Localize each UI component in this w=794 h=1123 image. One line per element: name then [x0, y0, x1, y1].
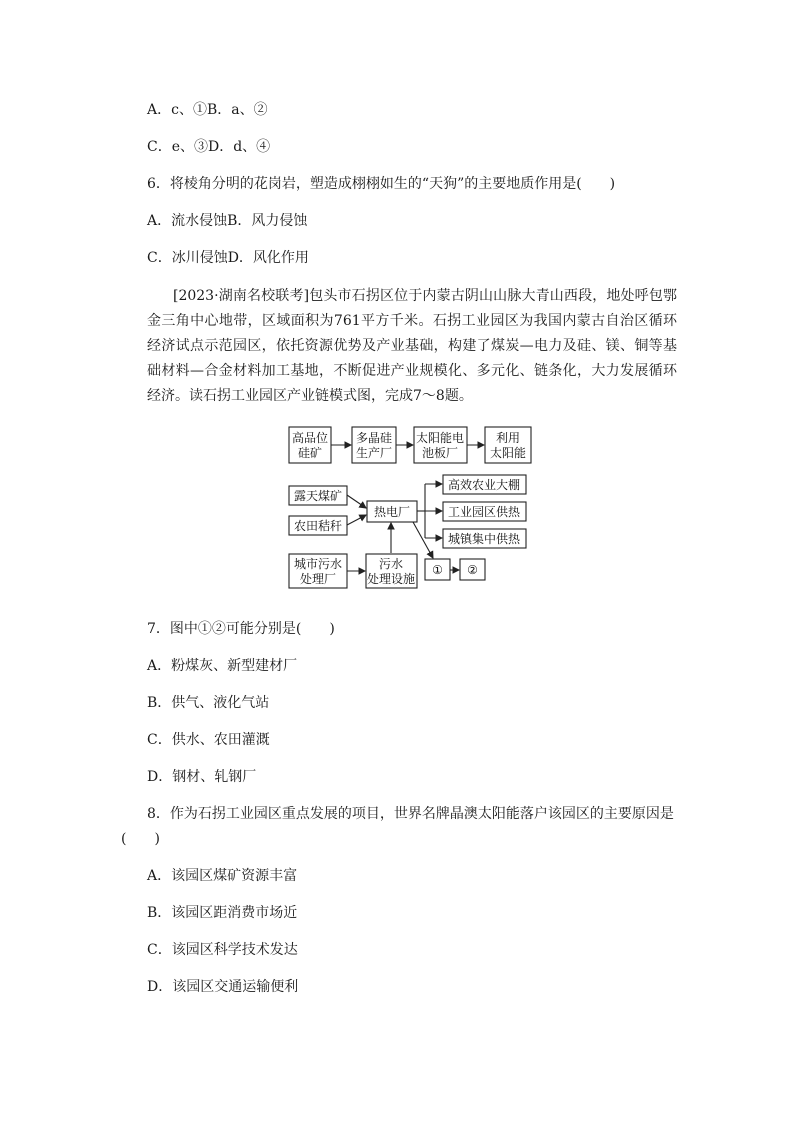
- node-circle-1-label: ①: [432, 563, 443, 577]
- node-sewage-facility-l1: 污水: [378, 557, 404, 571]
- q8-stem-line-2: ( ): [121, 831, 160, 847]
- node-solar-panel-plant-l2: 池板厂: [421, 446, 459, 460]
- node-circle-2-label: ②: [467, 563, 478, 577]
- q6-stem: 6．将棱角分明的花岗岩，塑造成栩栩如生的“天狗”的主要地质作用是( ): [147, 176, 616, 192]
- q6-options-row-1: A．流水侵蚀B．风力侵蚀: [147, 213, 308, 229]
- arrow-straw-to-thermal: [347, 515, 366, 525]
- arrow-coal-to-thermal: [347, 495, 366, 508]
- q5-options-row-1: A．c、①B．a、②: [147, 102, 268, 118]
- q8-option-a: A．该园区煤矿资源丰富: [147, 868, 298, 884]
- node-open-pit-coal-label: 露天煤矿: [293, 489, 343, 503]
- node-solar-panel-plant-l1: 太阳能电: [415, 431, 465, 445]
- node-greenhouse-label: 高效农业大棚: [447, 478, 521, 492]
- node-crop-straw-label: 农田秸秆: [293, 519, 343, 533]
- q7-stem: 7．图中①②可能分别是( ): [147, 621, 335, 637]
- q7-option-d: D．钢材、轧钢厂: [147, 769, 257, 785]
- node-sewage-facility-l2: 处理设施: [366, 572, 416, 586]
- node-industrial-heat-label: 工业园区供热: [447, 505, 521, 519]
- reading-passage: [147, 284, 677, 409]
- q6-options-row-2: C．冰川侵蚀D．风化作用: [147, 250, 309, 266]
- q7-option-c: C．供水、农田灌溉: [147, 732, 270, 748]
- q8-option-d: D．该园区交通运输便利: [147, 979, 299, 995]
- node-high-grade-silicon-l2: 硅矿: [297, 446, 323, 460]
- node-high-grade-silicon-l1: 高品位: [291, 431, 329, 445]
- node-town-heat-label: 城镇集中供热: [447, 532, 521, 546]
- node-use-solar-l1: 利用: [495, 431, 521, 445]
- node-city-sewage-plant-l2: 处理厂: [299, 572, 337, 586]
- arrow-thermal-to-1: [413, 522, 433, 558]
- node-city-sewage-plant-l1: 城市污水: [293, 557, 343, 571]
- q8-stem-line-1: 8．作为石拐工业园区重点发展的项目，世界名牌晶澳太阳能落户该园区的主要原因是: [147, 806, 674, 822]
- industry-chain-diagram: [285, 422, 535, 592]
- q7-option-b: B．供气、液化气站: [147, 695, 270, 711]
- q8-option-b: B．该园区距消费市场近: [147, 905, 298, 921]
- q8-option-c: C．该园区科学技术发达: [147, 942, 298, 958]
- node-polysilicon-plant-l2: 生产厂: [355, 446, 393, 460]
- q7-option-a: A．粉煤灰、新型建材厂: [147, 658, 298, 674]
- node-polysilicon-plant-l1: 多晶硅: [355, 431, 393, 445]
- q5-options-row-2: C．e、③D．d、④: [147, 139, 271, 155]
- passage-text: [2023·湖南名校联考]包头市石拐区位于内蒙古阴山山脉大青山西段，地处呼包鄂金三角中心地带，区域面积为761平方千米。石拐工业园区为我国内蒙古自治区循环经济试点示范园区，依托资源优势及产业基础，构建了煤炭—电力及硅、镁、铜等基础材料—合金材料加工基地，不断促进产业规模化、多元化、链条化，大力发展循环经济。读石拐工业园区产业链模式图，完成7～8题。: [147, 288, 677, 404]
- node-use-solar-l2: 太阳能: [489, 446, 527, 460]
- node-thermal-power-plant-label: 热电厂: [373, 505, 411, 519]
